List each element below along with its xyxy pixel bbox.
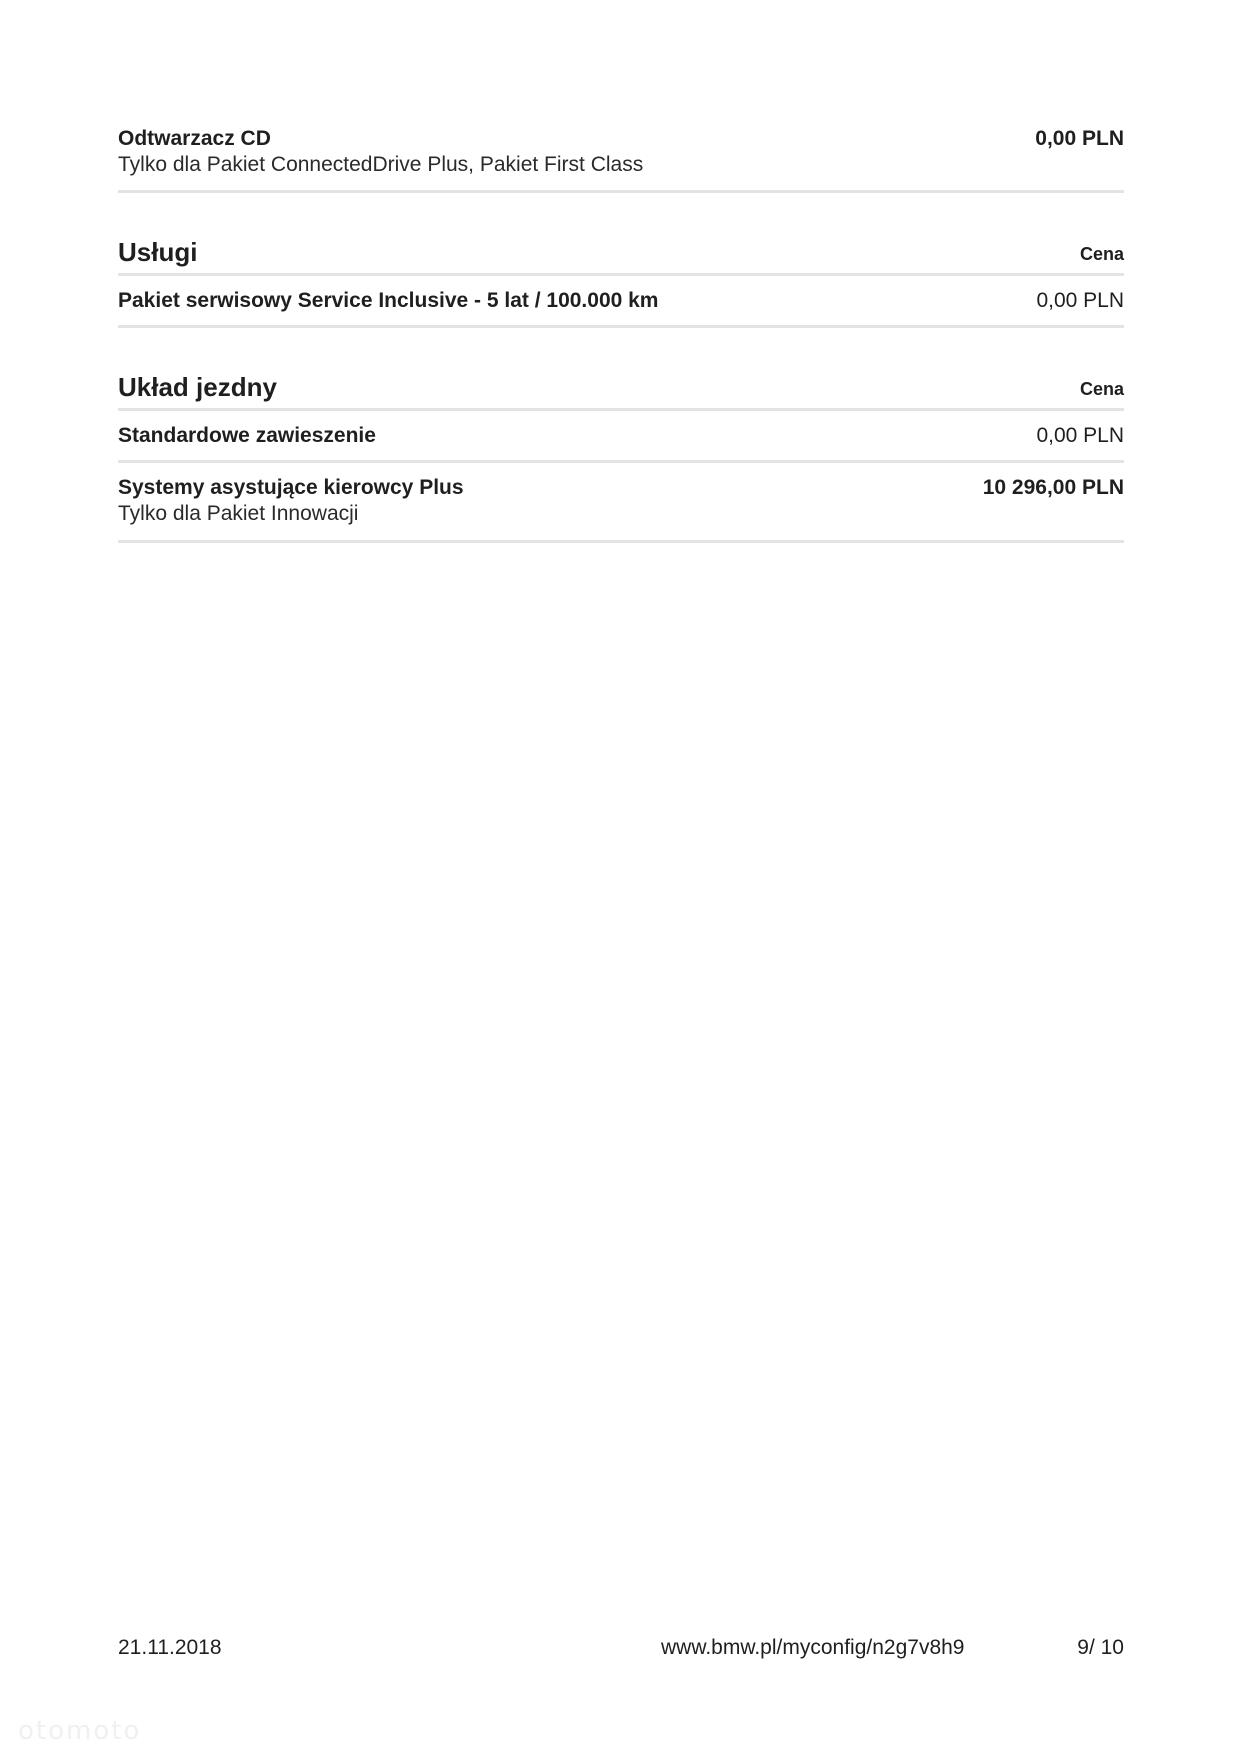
section-header-services bbox=[118, 236, 1124, 268]
price-column-label: Cena bbox=[1079, 379, 1124, 399]
option-title: Systemy asystujące kierowcy Plus bbox=[118, 476, 464, 499]
option-subtitle: Tylko dla Pakiet ConnectedDrive Plus, Pakiet First Class bbox=[118, 153, 644, 176]
footer-date: 21.11.2018 bbox=[118, 1636, 222, 1659]
option-row-cd-player bbox=[118, 126, 1124, 178]
option-title: Pakiet serwisowy Service Inclusive - 5 lat / 100.000 km bbox=[118, 289, 659, 312]
option-info bbox=[118, 475, 464, 527]
option-row-standard-suspension bbox=[118, 423, 1124, 449]
price-column-label: Cena bbox=[1079, 244, 1124, 264]
section-header-chassis bbox=[118, 371, 1124, 403]
divider bbox=[118, 408, 1124, 411]
option-price: 0,00 PLN bbox=[1035, 127, 1124, 150]
option-title: Odtwarzacz CD bbox=[118, 127, 271, 150]
watermark-logo: otomoto bbox=[18, 1716, 142, 1746]
divider bbox=[118, 325, 1124, 328]
footer-url: www.bmw.pl/myconfig/n2g7v8h9 bbox=[661, 1636, 965, 1659]
page-footer bbox=[118, 1636, 1124, 1666]
option-info bbox=[118, 126, 643, 178]
option-price: 10 296,00 PLN bbox=[982, 476, 1124, 499]
divider bbox=[118, 540, 1124, 543]
option-row-service-package bbox=[118, 288, 1124, 314]
divider bbox=[118, 190, 1124, 193]
option-price: 0,00 PLN bbox=[1036, 424, 1124, 447]
option-price: 0,00 PLN bbox=[1036, 289, 1124, 312]
option-title: Standardowe zawieszenie bbox=[118, 424, 376, 447]
divider bbox=[118, 273, 1124, 276]
divider bbox=[118, 460, 1124, 463]
footer-page-number: 9/ 10 bbox=[1077, 1636, 1124, 1659]
section-title: Układ jezdny bbox=[118, 372, 277, 402]
option-subtitle: Tylko dla Pakiet Innowacji bbox=[118, 502, 359, 525]
option-row-driver-assist-plus bbox=[118, 475, 1124, 527]
document-content bbox=[118, 126, 1124, 543]
section-title: Usługi bbox=[118, 237, 198, 267]
